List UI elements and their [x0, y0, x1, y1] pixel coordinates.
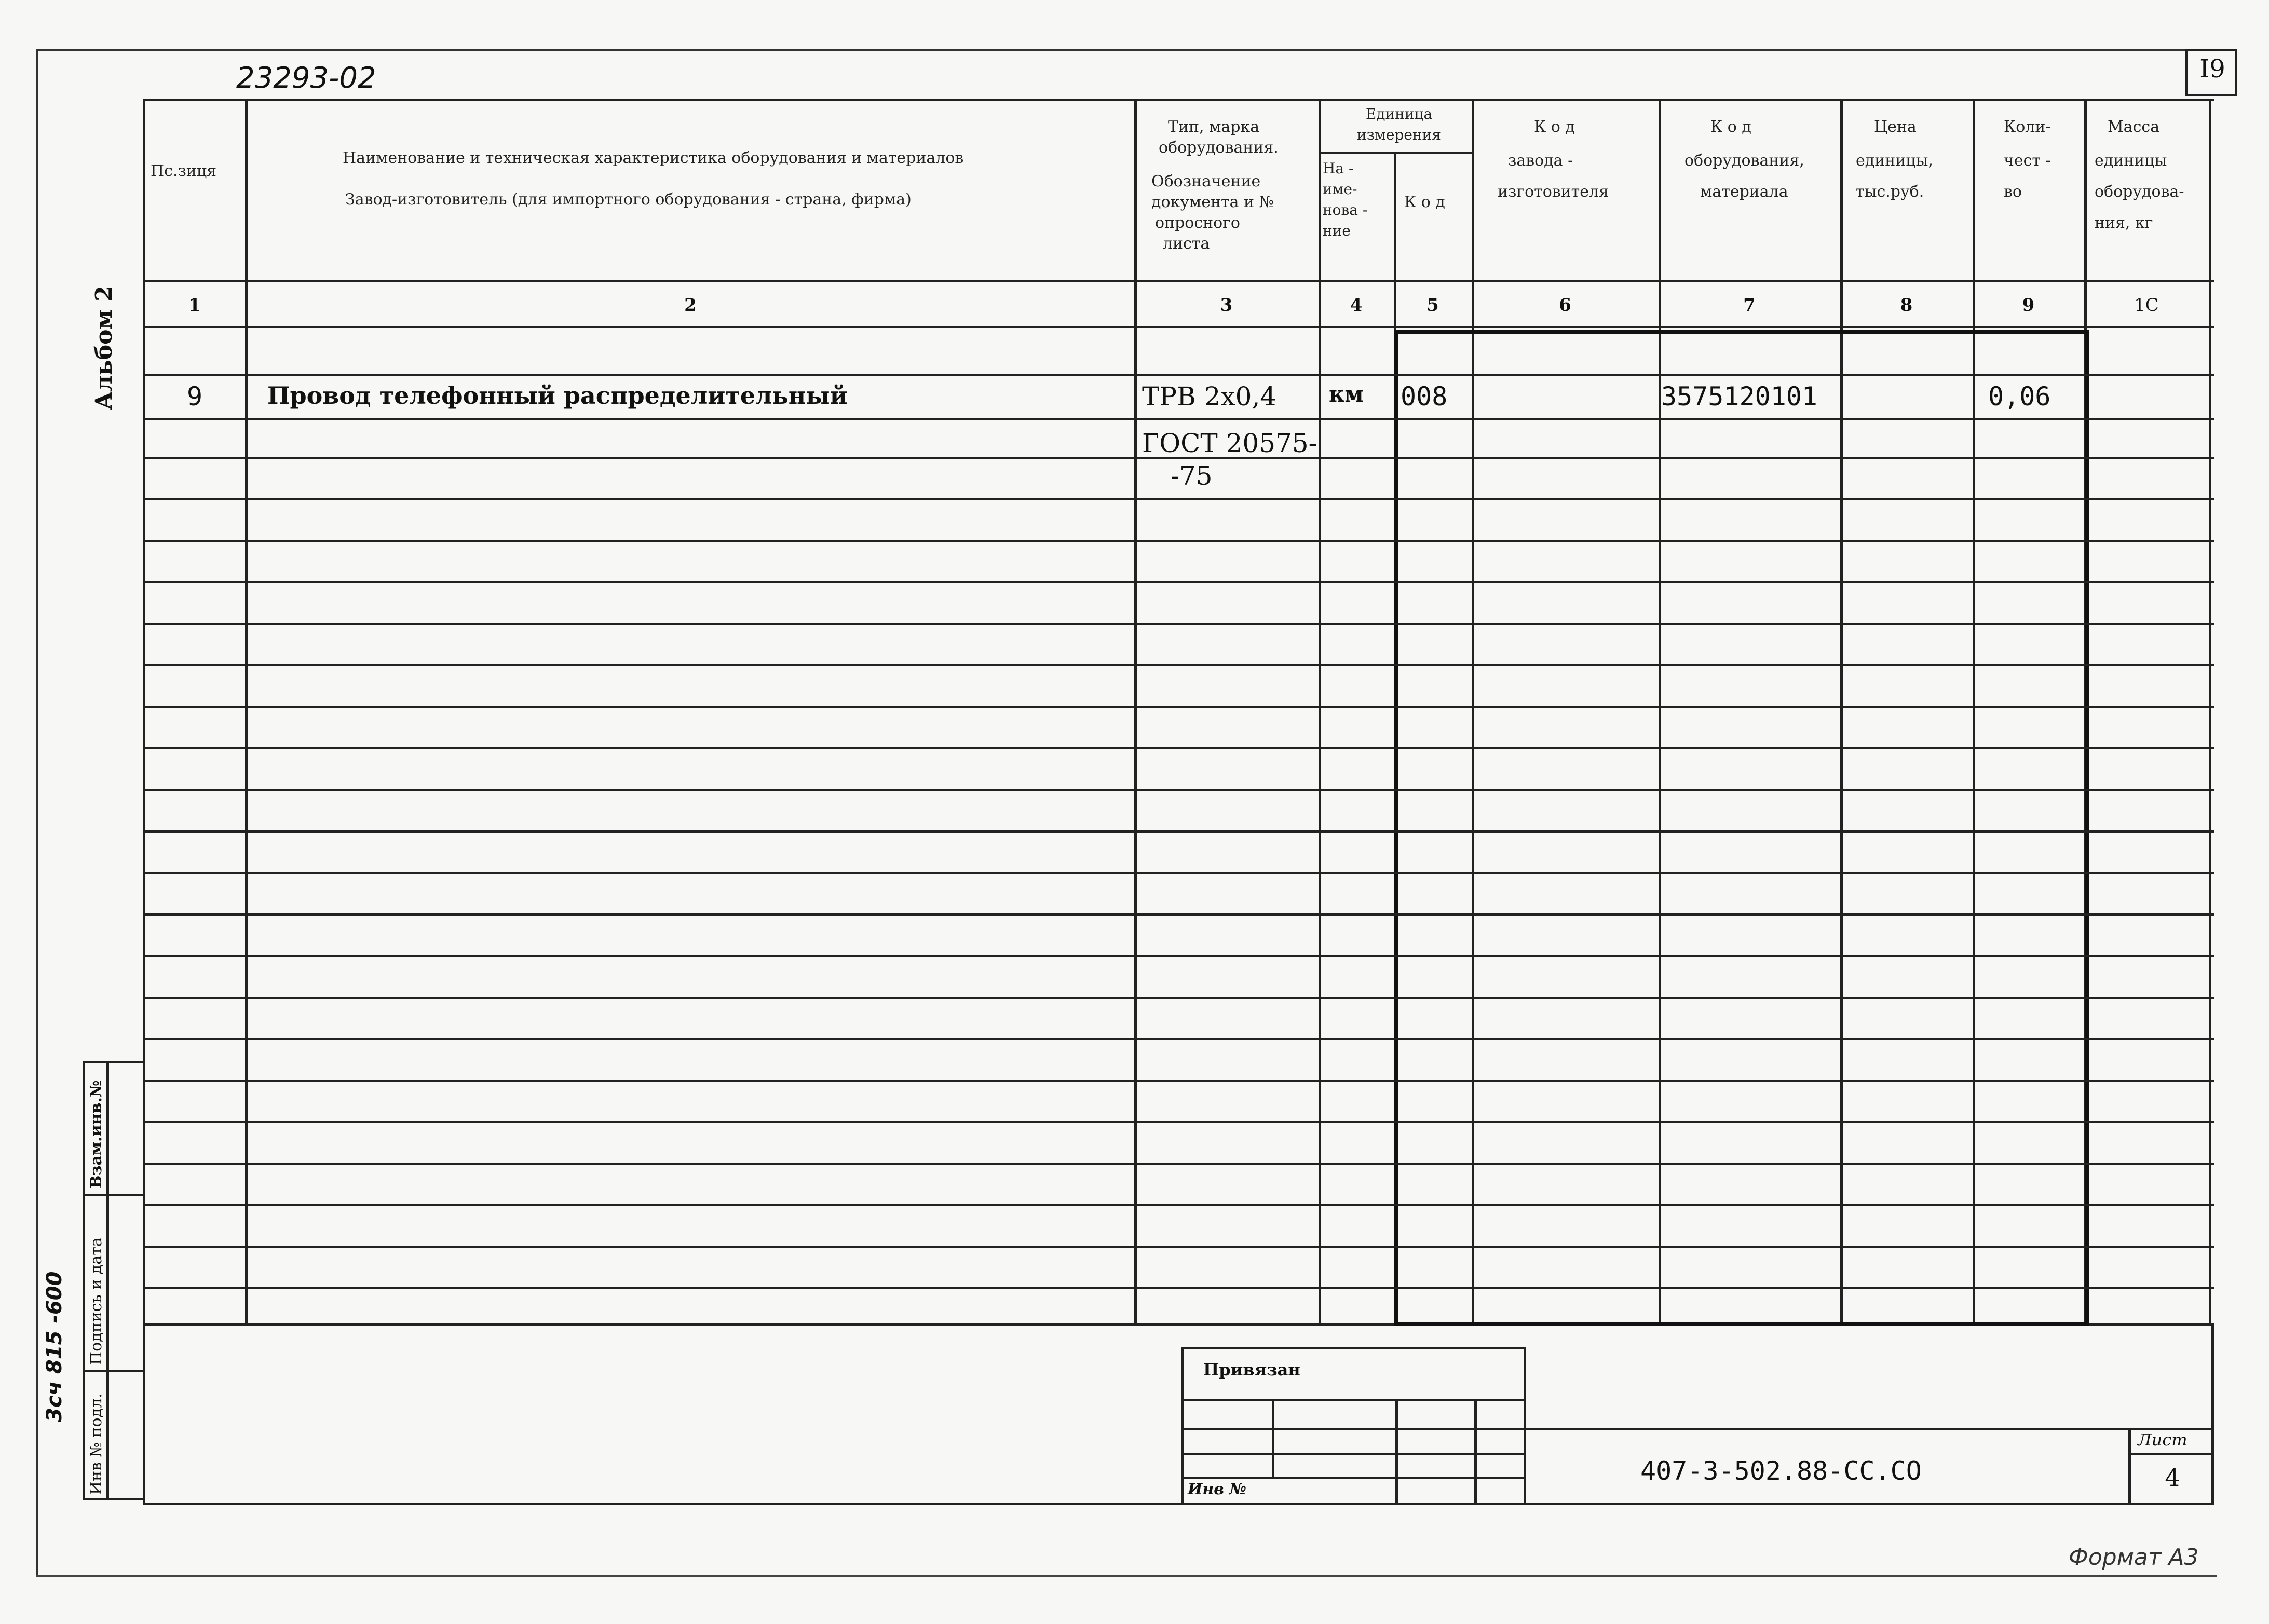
row-type-line2: ГОСТ 20575-	[1142, 428, 1317, 458]
row-unit-code: 008	[1401, 381, 1448, 412]
sheet-box-line	[2128, 1428, 2131, 1505]
sheet-label: Лист	[2138, 1430, 2188, 1450]
row-line	[143, 1246, 2214, 1248]
side-stamp-hline	[83, 1370, 145, 1372]
header-name-line1: Наименование и техническая характеристика оборудования и материалов	[343, 149, 964, 167]
col-line-10	[2209, 99, 2211, 1326]
header-qty-line1: Коли-	[2004, 118, 2051, 136]
header-price-line2: единицы,	[1856, 152, 1933, 170]
column-number: 4	[1350, 295, 1363, 316]
row-line	[143, 872, 2214, 874]
row-line	[143, 830, 2214, 833]
col-line-2	[1134, 99, 1137, 1326]
header-position: Пс.зиця	[151, 162, 217, 180]
header-equipment-code-line1: К о д	[1710, 118, 1751, 136]
row-line	[143, 955, 2214, 957]
row-unit: км	[1329, 381, 1364, 407]
row-line	[143, 1121, 2214, 1123]
row-line	[143, 747, 2214, 749]
document-code: 23293-02	[236, 61, 376, 95]
header-type-line4: документа и №	[1151, 193, 1274, 211]
header-price-line1: Цена	[1874, 118, 1917, 136]
column-number: 1	[188, 295, 201, 316]
outer-frame-bottom	[36, 1575, 2217, 1577]
col-line-1	[245, 99, 248, 1326]
column-number: 1С	[2134, 295, 2159, 316]
header-factory-code-line1: К о д	[1534, 118, 1575, 136]
bound-label: Привязан	[1203, 1360, 1300, 1380]
row-line	[143, 418, 2214, 420]
row-line	[143, 1080, 2214, 1082]
row-line	[143, 664, 2214, 666]
row-equipment-code: 3575120101	[1661, 381, 1818, 412]
row-quantity: 0,06	[1988, 381, 2051, 412]
row-line	[143, 913, 2214, 916]
side-stamp-handwritten: 3сч 815 -600	[43, 1271, 66, 1422]
header-price-line3: тыс.руб.	[1856, 183, 1924, 201]
header-divider	[143, 280, 2214, 282]
header-mass-line2: единицы	[2095, 152, 2167, 170]
header-mass-line4: ния, кг	[2095, 214, 2153, 232]
row-line	[143, 706, 2214, 708]
column-number: 7	[1743, 295, 1756, 316]
bound-vline	[1474, 1399, 1477, 1505]
sheet-box-divider	[2128, 1453, 2214, 1455]
album-label: Альбом 2	[91, 285, 117, 410]
header-type-line5: опросного	[1155, 214, 1240, 232]
row-line	[143, 540, 2214, 542]
designation: 407-3-502.88-СС.СО	[1640, 1456, 1922, 1486]
side-stamp-label1: Взам.инв.№	[87, 1080, 105, 1189]
header-equipment-code-line3: материала	[1700, 183, 1788, 201]
column-number: 5	[1426, 295, 1439, 316]
bold-data-box	[1394, 330, 2089, 1326]
header-mass-line1: Масса	[2108, 118, 2160, 136]
row-line	[143, 581, 2214, 583]
column-number: 2	[684, 295, 697, 316]
outer-frame-top	[36, 49, 2237, 51]
bound-vline	[1272, 1399, 1274, 1477]
sheet-number: 4	[2165, 1464, 2180, 1492]
colnum-divider	[143, 326, 2214, 328]
header-unit-code: К о д	[1404, 193, 1445, 211]
row-line	[143, 997, 2214, 999]
row-name: Провод телефонный распределительный	[267, 381, 848, 410]
format-label: Формат А3	[2069, 1544, 2199, 1571]
row-type-line3: -75	[1171, 461, 1213, 491]
header-unit-group: Единица измерения	[1357, 105, 1441, 143]
header-equipment-code-line2: оборудования,	[1684, 152, 1804, 170]
inv-label: Инв №	[1188, 1480, 1246, 1498]
bound-vline	[1395, 1399, 1398, 1505]
column-number: 8	[1900, 295, 1913, 316]
row-line	[143, 374, 2214, 376]
row-type-line1: ТРВ 2х0,4	[1142, 381, 1277, 412]
row-line	[143, 1204, 2214, 1206]
row-line	[143, 1163, 2214, 1165]
column-number: 9	[2022, 295, 2035, 316]
header-type-line3: Обозначение	[1151, 172, 1261, 190]
header-name-line2: Завод-изготовитель (для импортного оборудования - страна, фирма)	[345, 190, 912, 209]
header-factory-code-line3: изготовителя	[1498, 183, 1609, 201]
row-line	[143, 1038, 2214, 1040]
unit-group-divider	[1319, 152, 1472, 154]
header-qty-line2: чест -	[2004, 152, 2051, 170]
side-stamp-vline	[106, 1061, 109, 1500]
designation-top-line	[1526, 1428, 2214, 1430]
corner-sheet-number: I9	[2199, 54, 2225, 84]
side-stamp-label2: Подпись и дата	[87, 1237, 105, 1365]
header-type-line1: Тип, марка	[1168, 118, 1260, 136]
header-type-line2: оборудования.	[1159, 139, 1279, 157]
outer-frame-left	[36, 49, 38, 1575]
row-line	[143, 498, 2214, 500]
row-line	[143, 1287, 2214, 1289]
col-line-3	[1319, 99, 1321, 1326]
column-number: 6	[1559, 295, 1571, 316]
header-type-line6: листа	[1163, 235, 1210, 253]
header-qty-line3: во	[2004, 183, 2022, 201]
header-unit-name: На - име- нова - ние	[1323, 160, 1368, 239]
row-position: 9	[186, 381, 203, 412]
row-line	[143, 623, 2214, 625]
side-stamp-hline	[83, 1194, 145, 1196]
header-factory-code-line2: завода -	[1508, 152, 1573, 170]
header-mass-line3: оборудова-	[2095, 183, 2184, 201]
row-line	[143, 789, 2214, 791]
column-number: 3	[1220, 295, 1233, 316]
side-stamp-label3: Инв № подл.	[87, 1393, 105, 1495]
